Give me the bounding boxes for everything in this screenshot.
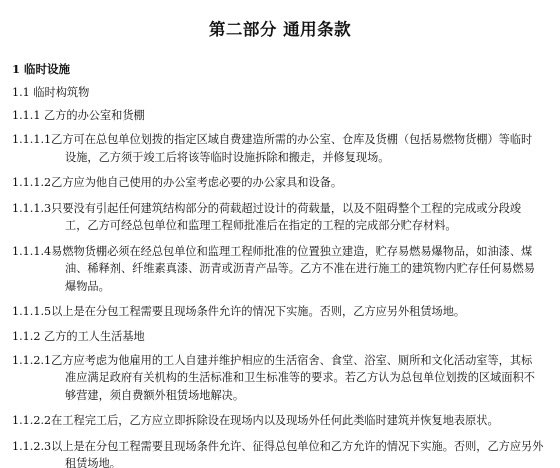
clause-text: 乙方应考虑为他雇用的工人自建并维护相应的生活宿舍、食堂、浴室、厕所和文化活动室等，其标 xyxy=(51,353,533,367)
heading-2-temporary-structures: 1.1 临时构筑物 xyxy=(12,86,90,99)
paragraph-group-1 xyxy=(12,131,548,321)
paragraph-1-1-1-2 xyxy=(12,174,548,192)
paragraph-1-1-2-2 xyxy=(12,412,548,430)
paragraph-first-line xyxy=(12,412,548,430)
paragraph-continuation-line: 设施，乙方须于竣工后将该等临时设施拆除和搬走，并修复现场。 xyxy=(65,150,390,164)
clause-number: 1.1.2.1 xyxy=(12,353,52,367)
paragraph-1-1-1-5 xyxy=(12,303,548,321)
paragraph-1-1-1-3 xyxy=(12,200,548,235)
paragraph-first-line xyxy=(12,303,548,321)
clause-number: 1.1.1.3 xyxy=(12,201,52,215)
paragraph-1-1-2-3 xyxy=(12,438,548,468)
paragraph-first-line xyxy=(12,200,548,218)
paragraph-group-2 xyxy=(12,352,548,468)
paragraph-1-1-2-1 xyxy=(12,352,548,405)
clause-number: 1.1.1.4 xyxy=(12,244,52,258)
paragraph-continuation-line: 够营建，须自费额外租赁场地解决。 xyxy=(65,388,245,402)
heading-1: 1 临时设施 xyxy=(12,62,71,76)
clause-text: 在工程完工后，乙方应立即拆除设在现场内以及现场外任何此类临时建筑并恢复地表原状。 xyxy=(51,414,499,427)
clause-text: 以上是在分包工程需要且现场条件允许的情况下实施。否则，乙方应另外租赁场地。 xyxy=(51,305,466,318)
paragraph-continuation-line: 爆物品。 xyxy=(65,279,110,293)
paragraph-1-1-1-4 xyxy=(12,243,548,296)
clause-number: 1.1.1.5 xyxy=(12,305,52,318)
paragraph-continuation-line: 油、稀释剂、纤维素真漆、沥青或沥青产品等。乙方不准在进行施工的建筑物内贮存任何易燃易 xyxy=(65,262,535,275)
paragraph-1-1-1-1 xyxy=(12,131,548,166)
clause-text: 乙方可在总包单位划拨的指定区域自费建造所需的办公室、仓库及货棚（包括易燃物货棚）等临时 xyxy=(51,133,533,146)
clause-text: 只要没有引起任何建筑结构部分的荷载超过设计的荷载量，以及不阻碍整个工程的完成或分段竣 xyxy=(51,201,522,215)
heading-3-worker-living-base: 1.1.2 乙方的工人生活基地 xyxy=(12,329,145,343)
clause-number: 1.1.1.2 xyxy=(12,176,52,189)
paragraph-first-line xyxy=(12,438,548,456)
clause-text: 以上是在分包工程需要且现场条件允许、征得总包单位和乙方允许的情况下实施。否则，乙方应另外 xyxy=(51,439,544,453)
clause-number: 1.1.1.1 xyxy=(12,133,52,146)
heading-3-office-and-sheds: 1.1.1 乙方的办公室和货棚 xyxy=(12,109,145,122)
clause-number: 1.1.2.3 xyxy=(12,439,52,453)
paragraph-first-line xyxy=(12,174,548,192)
paragraph-continuation-line: 工，乙方可经总包单位和监理工程师批准后在指定的工程的完成部分贮存材料。 xyxy=(65,219,457,232)
paragraph-first-line xyxy=(12,243,548,261)
clause-number: 1.1.2.2 xyxy=(12,414,52,427)
document-title: 第二部分 通用条款 xyxy=(208,20,352,39)
paragraph-continuation-line: 准应满足政府有关机构的生活标准和卫生标准等的要求。若乙方认为总包单位划拨的区域面积不 xyxy=(65,371,535,384)
paragraph-first-line xyxy=(12,352,548,370)
clause-text: 乙方应为他自己使用的办公室考虑必要的办公家具和设备。 xyxy=(51,176,343,189)
paragraph-first-line xyxy=(12,131,548,149)
clause-text: 易燃物货棚必须在经总包单位和监理工程师批准的位置独立建造，贮存易燃易爆物品，如油漆、煤 xyxy=(51,244,533,258)
paragraph-continuation-line: 租赁场地。 xyxy=(65,457,121,468)
